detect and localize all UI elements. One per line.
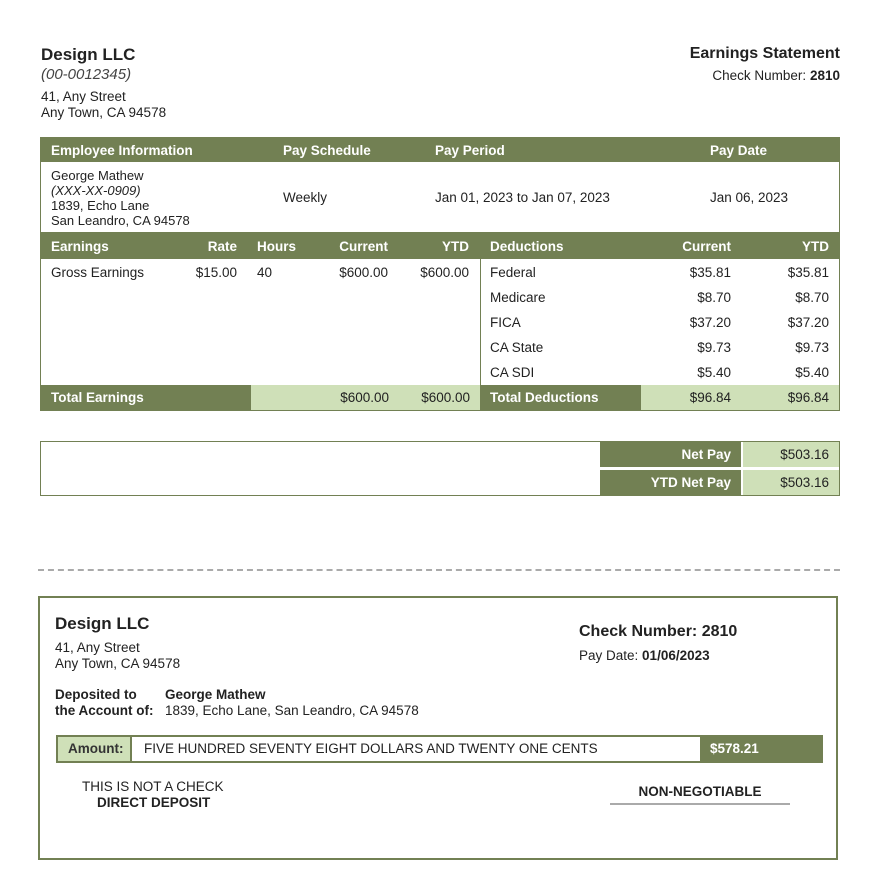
net-pay-value: $503.16 <box>780 447 829 462</box>
amount-label-cell <box>58 737 132 761</box>
total-deductions-current: $96.84 <box>689 390 731 405</box>
total-earnings-label-cell <box>41 385 251 410</box>
deduction-ytd-ca-state: $9.73 <box>795 340 829 355</box>
check-number: Check Number: 2810 <box>579 623 738 640</box>
employee-address-line2: San Leandro, CA 94578 <box>51 213 190 228</box>
ed-header-row <box>41 234 839 259</box>
deposited-label-line1: Deposited to <box>55 687 137 702</box>
deduction-name-ca-state: CA State <box>490 340 544 355</box>
amount-value-cell <box>700 737 821 761</box>
amount-value: $578.21 <box>710 741 759 756</box>
ytd-net-pay-value-cell <box>743 470 839 495</box>
amount-words: FIVE HUNDRED SEVENTY EIGHT DOLLARS AND TWENTY ONE CENTS <box>144 741 598 756</box>
employee-info-table <box>40 137 840 233</box>
earnings-row-name: Gross Earnings <box>51 265 145 280</box>
company-address <box>41 89 166 121</box>
header-deductions-current: Current <box>682 239 731 254</box>
total-earnings-ytd: $600.00 <box>421 390 470 405</box>
ytd-net-pay-label-cell <box>600 470 741 495</box>
pay-date-value: Jan 06, 2023 <box>710 190 789 205</box>
header-employee-info: Employee Information <box>51 143 193 158</box>
check-company-address-line1: 41, Any Street <box>55 640 140 655</box>
check-pay-date-label: Pay Date: <box>579 648 639 663</box>
employee-details <box>51 168 190 228</box>
deduction-name-federal: Federal <box>490 265 536 280</box>
ytd-net-pay-label: YTD Net Pay <box>650 475 731 490</box>
statement-title: Earnings Statement <box>689 45 840 62</box>
ytd-net-pay-value: $503.16 <box>780 475 829 490</box>
header-pay-date: Pay Date <box>710 143 768 158</box>
deposited-label-line2: the Account of: <box>55 703 154 718</box>
earnings-row-rate: $15.00 <box>195 265 237 280</box>
header-earnings-ytd: YTD <box>442 239 469 254</box>
total-deductions-values-cell <box>641 385 839 410</box>
company-name: Design LLC <box>41 45 136 64</box>
deduction-name-fica: FICA <box>490 315 521 330</box>
employee-ssn: (XXX-XX-0909) <box>51 183 141 198</box>
direct-deposit-text: DIRECT DEPOSIT <box>97 795 211 810</box>
not-a-check-text: THIS IS NOT A CHECK <box>82 779 224 794</box>
amount-bar <box>56 735 823 763</box>
header-rate: Rate <box>207 239 237 254</box>
non-negotiable-text: NON-NEGOTIABLE <box>638 784 762 799</box>
company-address-line1: 41, Any Street <box>41 89 126 104</box>
total-deductions-label-cell <box>480 385 641 410</box>
deduction-ytd-ca-sdi: $5.40 <box>795 365 829 380</box>
deduction-current-fica: $37.20 <box>689 315 731 330</box>
header-deductions: Deductions <box>490 239 564 254</box>
check-company-address-line2: Any Town, CA 94578 <box>55 656 181 671</box>
deduction-ytd-medicare: $8.70 <box>795 290 829 305</box>
check-company-address <box>55 640 180 672</box>
payee-name: George Mathew <box>165 687 266 702</box>
deduction-ytd-federal: $35.81 <box>787 265 829 280</box>
header-earnings: Earnings <box>51 239 109 254</box>
pay-schedule-value: Weekly <box>283 190 328 205</box>
net-pay-label: Net Pay <box>681 447 731 462</box>
header-earnings-current: Current <box>339 239 388 254</box>
deduction-ytd-fica: $37.20 <box>787 315 829 330</box>
total-earnings-current: $600.00 <box>340 390 389 405</box>
check-number-label: Check Number: <box>712 68 807 83</box>
company-id: (00-0012345) <box>41 66 132 83</box>
column-divider <box>480 259 481 385</box>
net-pay-box <box>40 441 840 496</box>
pay-period-value: Jan 01, 2023 to Jan 07, 2023 <box>435 190 610 205</box>
earnings-row-hours: 40 <box>257 265 273 280</box>
signature-line <box>610 803 790 805</box>
check-pay-date-value: 01/06/2023 <box>642 648 710 663</box>
total-deductions-label: Total Deductions <box>490 390 599 405</box>
statement-check-number <box>712 68 840 83</box>
total-earnings-values-cell <box>251 385 480 410</box>
deduction-current-medicare: $8.70 <box>697 290 731 305</box>
header-deductions-ytd: YTD <box>802 239 829 254</box>
net-pay-label-cell <box>600 442 741 467</box>
earnings-row-current: $600.00 <box>339 265 388 280</box>
net-pay-value-cell <box>743 442 839 467</box>
header-hours: Hours <box>257 239 297 254</box>
deduction-current-ca-state: $9.73 <box>697 340 731 355</box>
deduction-current-ca-sdi: $5.40 <box>697 365 731 380</box>
total-earnings-label: Total Earnings <box>51 390 144 405</box>
payee-address: 1839, Echo Lane, San Leandro, CA 94578 <box>165 703 419 718</box>
employee-name: George Mathew <box>51 168 144 183</box>
deduction-name-ca-sdi: CA SDI <box>490 365 535 380</box>
check-number-value: 2810 <box>809 68 840 83</box>
check-pay-date <box>579 648 710 663</box>
employee-address-line1: 1839, Echo Lane <box>51 198 150 213</box>
earnings-deductions-table <box>40 233 840 411</box>
amount-label: Amount: <box>68 741 124 756</box>
deposited-to-label <box>55 687 154 719</box>
info-body-row <box>41 162 839 234</box>
tear-line-divider <box>38 569 840 571</box>
header-pay-schedule: Pay Schedule <box>283 143 371 158</box>
info-header-row <box>41 138 839 162</box>
deposit-check <box>38 596 838 860</box>
company-address-line2: Any Town, CA 94578 <box>41 105 167 120</box>
payee <box>165 687 419 719</box>
check-company-name: Design LLC <box>55 614 150 633</box>
deduction-name-medicare: Medicare <box>490 290 546 305</box>
earnings-row-ytd: $600.00 <box>420 265 469 280</box>
header-pay-period: Pay Period <box>435 143 505 158</box>
total-deductions-ytd: $96.84 <box>787 390 829 405</box>
deduction-current-federal: $35.81 <box>689 265 731 280</box>
